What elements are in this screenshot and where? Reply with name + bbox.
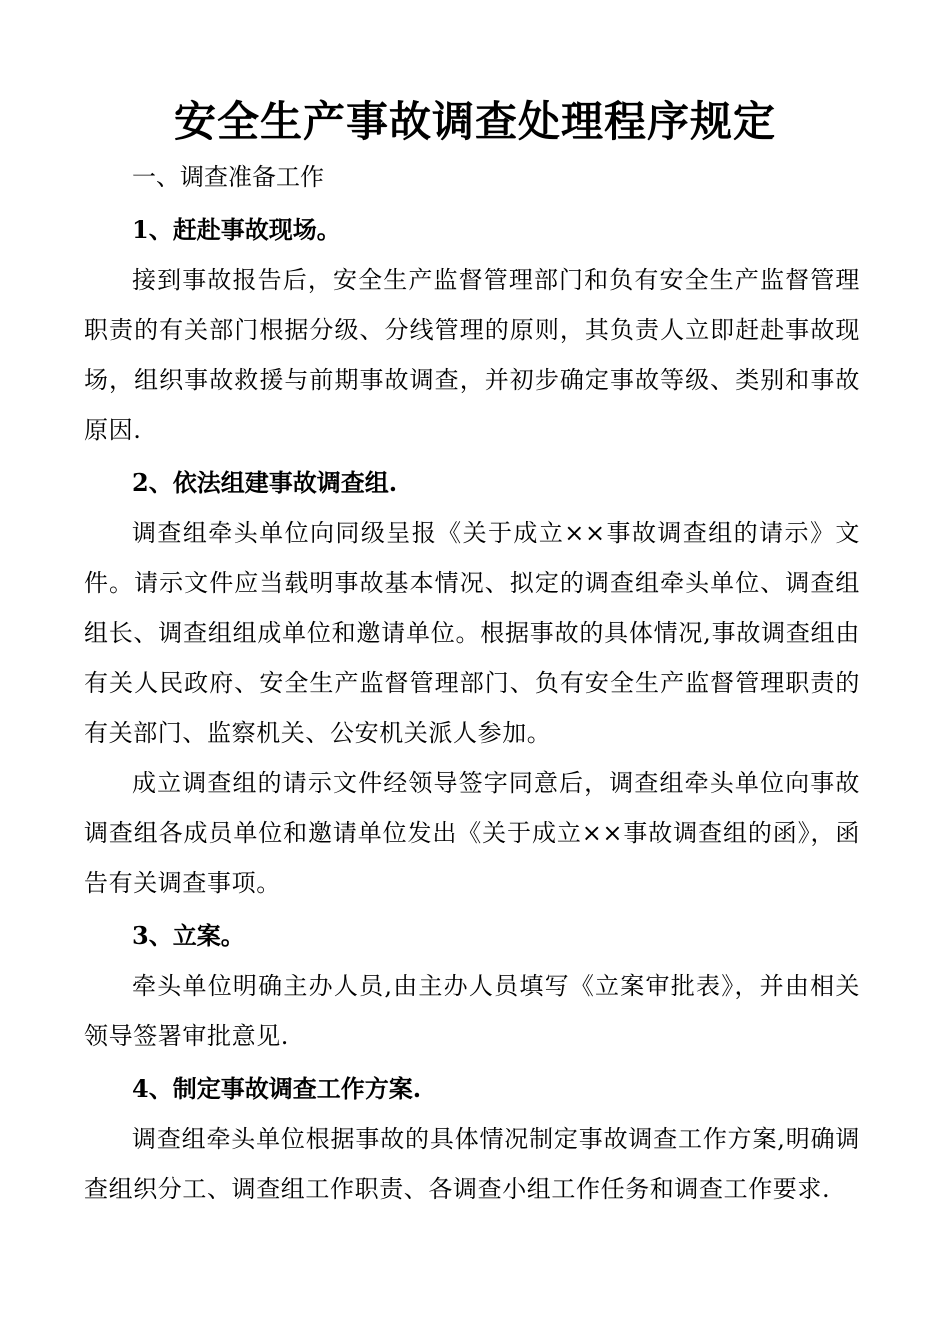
paragraph-go-to-scene: 接到事故报告后，安全生产监督管理部门和负有安全生产监督管理职责的有关部门根据分级、分线管理的原则，其负责人立即赶赴事故现场，组织事故救援与前期事故调查，并初步确定事故等级、类别和事故原因. [84, 266, 860, 444]
document-title: 安全生产事故调查处理程序规定 [173, 97, 776, 146]
section-heading-preparation: 一、调查准备工作 [132, 163, 324, 191]
heading-file-case: 3、立案。 [132, 921, 245, 950]
paragraph-work-plan: 调查组牵头单位根据事故的具体情况制定事故调查工作方案,明确调查组织分工、调查组工作职责、各调查小组工作任务和调查工作要求. [84, 1125, 860, 1203]
heading-work-plan: 4、制定事故调查工作方案. [132, 1074, 422, 1103]
paragraph-file-case: 牵头单位明确主办人员,由主办人员填写《立案审批表》，并由相关领导签署审批意见. [84, 972, 860, 1050]
document-body [84, 152, 860, 1214]
paragraph-team-request: 调查组牵头单位向同级呈报《关于成立××事故调查组的请示》文件。请示文件应当载明事故基本情况、拟定的调查组牵头单位、调查组组长、调查组组成单位和邀请单位。根据事故的具体情况,事故调查组由有关人民政府、安全生产监督管理部门、负有安全生产监督管理职责的有关部门、监察机关、公安机关派人参加。 [84, 519, 860, 747]
paragraph-team-letter: 成立调查组的请示文件经领导签字同意后，调查组牵头单位向事故调查组各成员单位和邀请单位发出《关于成立××事故调查组的函》，函告有关调查事项。 [84, 769, 860, 897]
heading-form-investigation-team: 2、依法组建事故调查组. [132, 468, 398, 497]
heading-go-to-scene: 1、赶赴事故现场。 [132, 215, 341, 244]
